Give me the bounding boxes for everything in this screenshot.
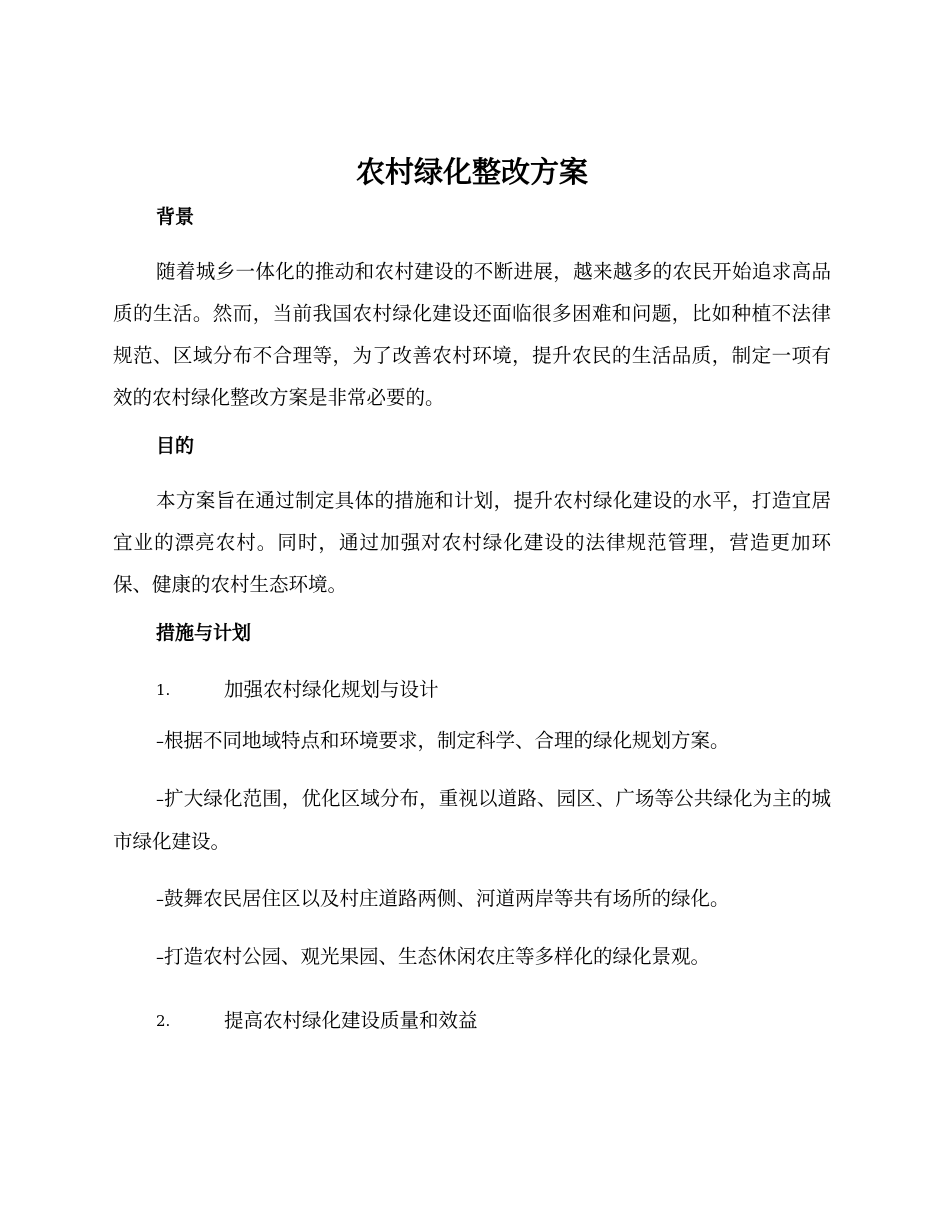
list-item-title: 加强农村绿化规划与设计 <box>224 678 439 701</box>
bullet-marker: – <box>156 790 164 809</box>
purpose-paragraph: 本方案旨在通过制定具体的措施和计划，提升农村绿化建设的水平，打造宜居宜业的漂亮农村。同时，通过加强对农村绿化建设的法律规范管理，营造更加环保、健康的农村生态环境。 <box>113 489 831 596</box>
document-title: 农村绿化整改方案 <box>355 155 588 189</box>
list-item-title: 提高农村绿化建设质量和效益 <box>224 1009 478 1032</box>
list-number: 2. <box>156 1012 171 1030</box>
bullet-marker: – <box>156 890 164 909</box>
document-page <box>113 150 831 1036</box>
bullet-marker: – <box>156 732 164 751</box>
list-item <box>113 675 831 705</box>
bullet-item <box>113 936 831 979</box>
background-paragraph: 随着城乡一体化的推动和农村建设的不断进展，越来越多的农民开始追求高品质的生活。然而，当前我国农村绿化建设还面临很多困难和问题，比如种植不法律规范、区域分布不合理等，为了改善农村环境，提升农民的生活品质，制定一项有效的农村绿化整改方案是非常必要的。 <box>113 260 831 409</box>
section-heading-purpose: 目的 <box>156 435 195 457</box>
bullet-text: 鼓舞农民居住区以及村庄道路两侧、河道两岸等共有场所的绿化。 <box>164 887 730 910</box>
bullet-item <box>113 878 831 921</box>
bullet-text: 扩大绿化范围，优化区域分布，重视以道路、园区、广场等公共绿化为主的城市绿化建设。 <box>113 787 831 853</box>
bullet-marker: – <box>156 948 164 967</box>
section-heading-background: 背景 <box>156 206 195 228</box>
bullet-item <box>113 720 831 763</box>
section-heading-measures: 措施与计划 <box>156 622 252 644</box>
bullet-item <box>113 778 831 863</box>
bullet-text: 根据不同地域特点和环境要求，制定科学、合理的绿化规划方案。 <box>164 729 730 752</box>
bullet-text: 打造农村公园、观光果园、生态休闲农庄等多样化的绿化景观。 <box>164 945 711 968</box>
list-item <box>113 1006 831 1036</box>
list-number: 1. <box>156 681 171 699</box>
